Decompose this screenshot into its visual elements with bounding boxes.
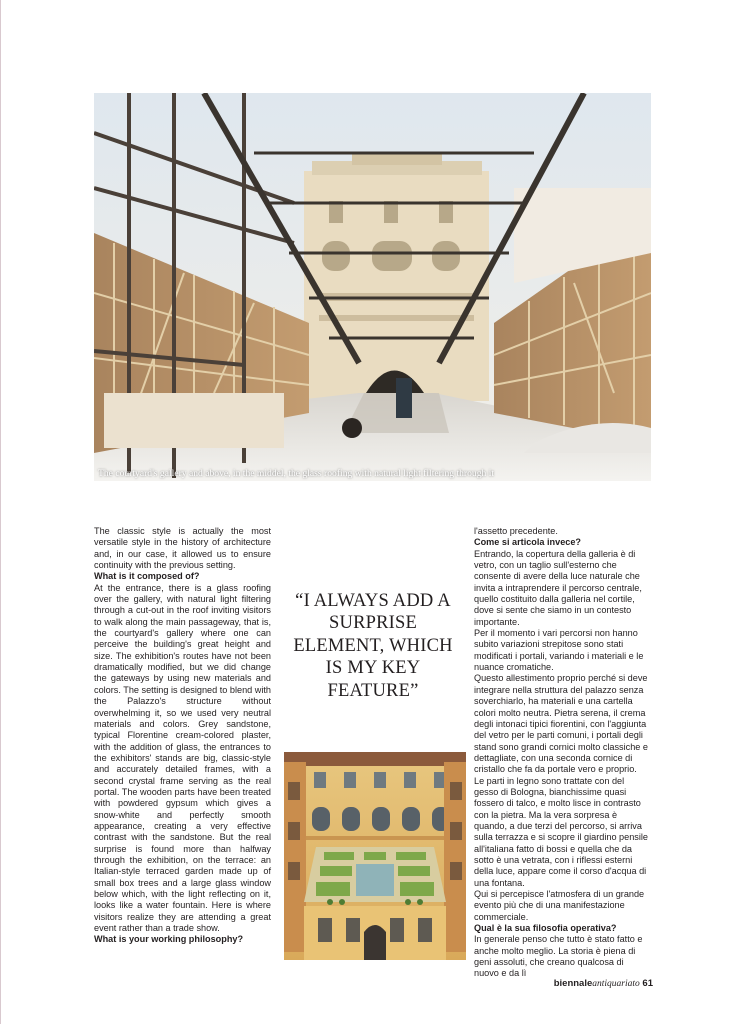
english-column	[94, 526, 271, 946]
page-folio	[554, 978, 653, 989]
magazine-name-italic: antiquariato	[592, 979, 640, 989]
magazine-name-bold: biennale	[553, 978, 593, 989]
question-heading: What is it composed of?	[94, 571, 200, 582]
paragraph: At the entrance, there is a glass roofing over the gallery, with natural light filtering through a cut-out in the roof inviting visitors to walk along the main passageway, that is, the courtyard's gallery where one can perceive the building's great height and size. The exhibition's routes have not been dramatically modified, but we did change the gateways by using new materials and colors. The setting is designed to blend with the Palazzo's structure without overwhelming it, so we used very neutral materials and colors. Grey sandstone, typical Florentine cream-colored plaster, with the addition of glass, the entrances to the exhibitors' stands are big, classic-style and accurately detailed frames, with a second crystal frame serving as the real portal. The wooden parts have been treated with powdered gypsum which gives a snow-white and perfectly smooth appearance, creating a very effective contrast with the sandstone. But the real surprise is found more than halfway through the exhibition, on the terrace: an Italian-style terraced garden made up of small box trees and a large glass window below which, with the light reflecting on it, looks like a water fountain. Here is where visitors realize they are attending a great event rather than a trade show.	[94, 582, 271, 934]
page-number: 61	[642, 978, 653, 989]
paragraph: Questo allestimento proprio perché si deve integrare nella struttura del palazzo senza soverchiarlo, ha materiali e una cartella colori molto neutra. Pietra serena, il crema degli intonaci tipici fiorentini, con l'aggiunta del vetro per le parti comuni, i portali degli stand sono grandi cornici molto classiche e dettagliate, con una seconda cornice di cristallo che fa da portale vero e proprio.	[474, 673, 648, 775]
photo-caption: The courtyard's gallery and above, in the middel, the glass roofing with natural light filtering through it	[98, 468, 495, 479]
paragraph: Le parti in legno sono trattate con del gesso di Bologna, bianchissime quasi fossero di talco, e molto lisce in contrasto con la pietra. Ma la vera sorpresa è quando, a due terzi del percorso, si arriva sulla terrazza e si scopre il giardino pensile all'italiana fatto di bossi e quella che da sotto è una vetrata, con i riflessi esterni della luce, appare come il corso d'acqua di una fontana.	[474, 775, 648, 888]
terraced-garden-image	[284, 752, 466, 960]
italian-column	[474, 526, 651, 980]
question-heading: Come si articola invece?	[474, 537, 582, 548]
paragraph: The classic style is actually the most versatile style in the history of architecture and, in our case, it allowed us to ensure continuity with the previous setting.	[94, 526, 271, 571]
paragraph: Per il momento i vari percorsi non hanno subito variazioni strepitose sono stati modificati i portali, variando i materiali e le nuance cromatiche.	[474, 628, 644, 673]
pull-quote: “I ALWAYS ADD A SURPRISE ELEMENT, WHICH IS MY KEY FEATURE”	[293, 591, 453, 701]
paragraph: l'assetto precedente.	[474, 526, 558, 536]
question-heading: What is your working philosophy?	[94, 934, 244, 945]
paragraph: Qui si percepisce l'atmosfera di un grande evento più che di una manifestazione commerciale.	[474, 889, 645, 922]
question-heading: Qual è la sua filosofia operativa?	[474, 923, 617, 934]
paragraph: Entrando, la copertura della galleria è di vetro, con un taglio sull'esterno che consente di avere della luce naturale che invita a intraprendere il percorso centrale, quello costituito dalla galleria nel cortile, dove si sente che siamo in un contesto importante.	[474, 548, 642, 627]
courtyard-gallery-photo	[94, 93, 651, 481]
paragraph: In generale penso che tutto è stato fatto e anche molto meglio. La storia è piena di geni assoluti, che creano qualcosa di nuovo e da lì	[474, 934, 643, 979]
page-edge	[0, 0, 1, 1024]
